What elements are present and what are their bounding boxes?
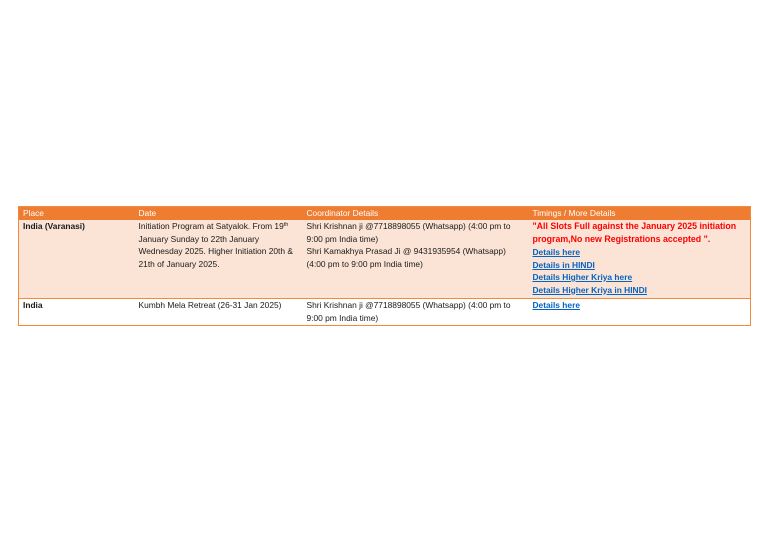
table-row — [19, 299, 751, 326]
table-row — [19, 220, 751, 299]
date-superscript: th — [283, 222, 289, 228]
coordinator-entry: Shri Krishnan ji @7718898055 (Whatsapp) (4:00 pm to 9:00 pm India time) — [306, 300, 511, 323]
date-text-cont: January Sunday to 22th January Wednesday 2025. Higher Initiation 20th & 21th of January 2025. — [138, 233, 293, 269]
higher-kriya-hindi-link[interactable]: Details Higher Kriya in HINDI — [532, 284, 647, 295]
coordinator-entry: Shri Kamakhya Prasad Ji @ 9431935954 (Whatsapp) (4:00 pm to 9:00 pm India time) — [306, 246, 506, 269]
header-date: Date — [135, 207, 303, 221]
coordinator-cell — [303, 220, 529, 299]
coordinator-cell — [303, 299, 529, 326]
higher-kriya-link[interactable]: Details Higher Kriya here — [532, 272, 633, 282]
details-link[interactable]: Details here — [532, 300, 580, 310]
date-cell — [135, 220, 303, 299]
table-header-row — [19, 207, 751, 221]
header-timings: Timings / More Details — [529, 207, 751, 221]
place-cell: India (Varanasi) — [19, 220, 135, 299]
date-cell: Kumbh Mela Retreat (26-31 Jan 2025) — [135, 299, 303, 326]
coordinator-entry: Shri Krishnan ji @7718898055 (Whatsapp) (4:00 pm to 9:00 pm India time) — [306, 221, 511, 244]
place-cell: India — [19, 299, 135, 326]
details-cell — [529, 299, 751, 326]
programs-table — [18, 206, 751, 326]
slots-full-notice: "All Slots Full against the January 2025 initiation program,No new Registrations accepted ". — [532, 221, 737, 244]
date-text: Initiation Program at Satyalok. From 19 — [138, 221, 284, 231]
details-hindi-link[interactable]: Details in HINDI — [532, 259, 595, 270]
header-coordinator: Coordinator Details — [303, 207, 529, 221]
details-cell — [529, 220, 751, 299]
header-place: Place — [19, 207, 135, 221]
details-link[interactable]: Details here — [532, 247, 580, 257]
